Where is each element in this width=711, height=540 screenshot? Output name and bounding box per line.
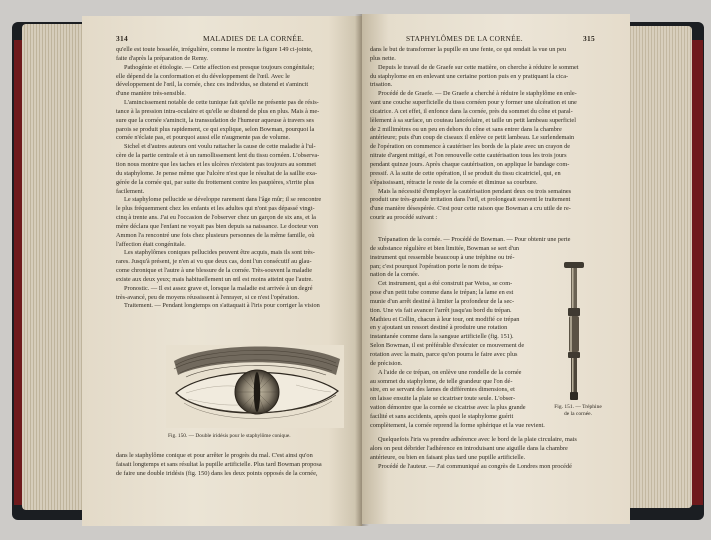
text-line: Sichel et d'autres auteurs ont voulu rattacher la cause de cette maladie à l'ul- [124,143,316,151]
figure-151-caption-line-1: Fig. 151. — Tréphine [554,404,602,410]
text-line: de précision. [370,359,403,367]
figure-151-caption-line-2: de la cornée. [564,411,592,417]
text-line: Les staphylômes coniques pellucides peuvent être acquis, mais ils sont très- [124,249,315,257]
right-narrow-text [370,236,571,431]
text-line: pan; c'est pourquoi l'opération porte le nom de trépa- [370,262,504,270]
text-line: Procédé de de Graefe. — De Graefe a cherché à réduire le staphylôme en enle- [378,90,577,98]
text-line: du staphylome. Je pense même que l'ulcère n'est que le résultat de la saillie exa- [116,169,318,177]
text-line: gérée de la cornée qui, par suite du frottement contre les paupières, s'irrite plus [116,178,315,186]
text-line: Le staphylome pellucide se développe rarement dans l'âge mûr; il se rencontre [124,196,322,204]
text-line: rotation avec la main, parce qu'on pourra le faire avec plus [370,350,518,358]
text-line: de substance régulière et bien limitée, Bowman se sert d'un [370,244,520,252]
eye-illustration [166,345,344,428]
text-line: cornée n'éclate pas, et pourquoi aussi elle n'augmente pas de volume. [116,134,290,142]
text-line: alors on peut débrider l'adhérence en introduisant une aiguille dans la chambre [370,444,568,452]
text-line: d'une manière très-sensible. [116,90,186,98]
text-line: come chronique et l'autre à une blessure de la cornée. Très-souvent la maladie [116,267,313,275]
left-body-text [116,46,356,311]
text-line: tion. Une vis fait avancer l'arrêt jusqu'au bord du trépan. [370,306,512,314]
text-line: antérieure, ou bien en faisant plus tard une pupille artificielle. [370,453,526,461]
right-bottom-text [370,436,604,471]
text-line: le plus fréquemment chez les enfants et les adultes qui n'ont pas dépassé vingt- [116,205,315,213]
trephine-illustration [560,258,588,406]
text-line: très-avancé, peu de moyens réussissent à l'enrayer, si ce n'est l'opération. [116,293,300,301]
text-line: courir au procédé suivant : [370,214,438,222]
page-stack-left [22,24,82,510]
text-line: qu'elle est toute bosselée, irrégulière, comme le montre la figure 149 ci-jointe, [116,46,313,53]
text-line: de l'opération on commence à cautériser les bords de la plaie avec un crayon de [370,143,571,151]
text-line: existe aux deux yeux; mais habituellement un œil est moins atteint que l'autre. [116,275,313,283]
text-line: instrument qui ressemble beaucoup à une tréphine ou tré- [370,253,515,261]
text-line: Depuis le travail de de Graefe sur cette matière, on cherche à réduire le sommet [378,63,579,71]
text-line: au sommet du staphylome, de telle grandeur que l'on dé- [370,377,513,385]
text-line: A l'aide de ce trépan, on enlève une rondelle de la cornée [378,368,522,376]
text-line: instantanée comme dans la sangsue artificielle (fig. 151). [370,333,514,341]
text-line: Pronostic. — Il est assez grave et, lorsque la maladie est arrivée à un degré [124,284,313,292]
text-line: de 2 millimètres ou un peu en dehors du cône et sans entrer dans la chambre [370,125,562,133]
text-line: Selon Bowman, il est préférable d'exécuter ce mouvement de [370,342,525,350]
text-line: Procédé de l'auteur. — J'ai communiqué au congrès de Londres mon procédé [378,462,572,470]
text-line: elle dépend de la conformation et du développement de l'œil. Avec le [116,72,290,80]
text-line: complètement, la cornée reprend la forme sphérique et la vue revient. [370,421,545,429]
text-line: Pathogénie et étiologie. — Cette affection est presque toujours congénitale; [124,63,315,71]
text-line: pose d'un petit tube comme dans le trépan; la lame en est [370,289,514,297]
text-line: Ammon l'a rencontré une fois chez plusieurs personnes de la même famille, où [116,231,315,239]
text-line: faisait longtemps et sans résultat la pupille artificielle. Plus tard Bowman proposa [116,460,322,468]
left-running-head: MALADIES DE LA CORNÉE. [203,34,305,43]
text-line: L'amincissement notable de cette tunique fait qu'elle ne présente pas de résis- [124,99,319,107]
figure-151-caption [550,404,606,418]
text-line: plus nette. [370,54,396,62]
eye-figure-150 [166,345,344,428]
text-line: faite d'après la préparation de Remy. [116,54,208,62]
text-line: Trépanation de la cornée. — Procédé de Bowman. — Pour obtenir une perte [378,236,571,243]
text-line: tion nous montre que les taches et les ulcères n'existent pas toujours au sommet [116,160,316,168]
text-line: Mais la nécessité d'employer la cautérisation pendant deux ou trois semaines [378,187,572,195]
text-line: en y ajoutant un ressort destiné à produire une rotation [370,324,508,332]
text-line: rares. Jusqu'à présent, je n'en ai vu que deux cas, dont l'un consécutif au glau- [116,258,312,266]
text-line: dans le but de transformer la pupille en une fente, ce qui rendait la vue un peu [370,46,567,53]
text-line: munie d'un arrêt destiné à limiter la profondeur de la sec- [370,297,515,305]
text-line: facilement. [116,187,145,195]
text-line: sire, en se servant des lames de différentes dimensions, et [370,386,515,394]
text-line: nitrate d'argent mitigé, et l'on renouvelle cette cautérisation tous les trois jours [370,152,567,160]
text-line: antérieure; puis d'un coup de ciseaux il enlève ce petit lambeau. Le surlendemain [370,134,575,142]
text-line: dans le staphylôme conique et pour arrêter le progrès du mal. C'est ainsi qu'on [116,452,313,459]
text-line: cicatrice. A cet effet, il enfonce dans la cornée, près du sommet du cône et paral- [370,107,573,115]
text-line: cinq à trente ans. J'ai eu l'occasion de l'observer chez un garçon de six ans, et la [116,214,316,222]
text-line: Traitement. — Pendant longtemps on s'attaquait à l'iris pour corriger la vision [124,302,320,310]
text-line: on laisse ensuite la plaie se cicatriser toute seule. L'obser- [370,395,516,403]
text-line: nation de la cornée. [370,271,420,279]
text-line: Cet instrument, qui a été construit par Weiss, se com- [378,280,513,288]
text-line: sure que la cornée s'amincit, la transsudation de l'humeur aqueuse à travers ses [116,116,314,124]
right-page-number: 315 [583,34,595,43]
text-line: pendant quinze jours. Après chaque cautérisation, on applique le bandage com- [370,160,570,168]
right-running-head: STAPHYLÔMES DE LA CORNÉE. [406,34,523,43]
text-line: l'affection était congénitale. [116,240,186,248]
text-line: s'épaississant, rétracte le reste de la cornée et diminue sa courbure. [370,178,538,186]
text-line: facilité et sans accidents, après quoi le staphylome guérit [370,412,514,420]
text-line: développement de l'œil, la cornée, chez ces individus, se distend et s'amincit [116,81,309,89]
figure-150-caption: Fig. 150. — Double iridésis pour le staphylôme conique. [168,433,291,439]
text-line: d'une manière désespérée. C'est pour cette raison que Bowman a cru utile de re- [370,205,571,213]
text-line: de faire une double iridésis (fig. 150) dans les deux points opposés de la cornée, [116,469,318,477]
text-line: parois se produit plus rapidement, ce qui explique, selon Bowman, pourquoi la [116,125,315,133]
text-line: pressif. A la suite de cette opération, il se produit du tissu cicatriciel, qui, en [370,169,561,177]
text-line: trisation. [370,81,393,89]
text-line: du staphylome en en enlevant une certaine portion puis en y pratiquant la cica- [370,72,569,80]
page-stack-right [628,26,692,508]
text-line: lèlement à sa surface, un couteau lancéolaire, et taille un petit lambeau superficiel [370,116,576,124]
text-line: Mathieu et Collin, chacun à leur tour, ont modifié ce trépan [370,315,520,323]
right-body-text [370,46,604,223]
red-page-edge-right [691,40,703,505]
text-line: Quelquefois l'iris va prendre adhérence avec le bord de la plaie circulaire, mais [378,436,577,443]
text-line: vation démontre que la cornée se cicatrise avec la plus grande [370,404,526,412]
trephine-instrument-figure-151 [560,258,588,406]
left-bottom-text [116,452,356,479]
text-line: vant une couche superficielle du tissu cornéen pour y former une ulcération et une [370,99,577,107]
left-page-number: 314 [116,34,128,43]
text-line: tance à la pression intra-oculaire et qu'elle se distend de plus en plus. Mais à me- [116,107,320,115]
text-line: mère déclara que l'enfant ne voyait pas bien depuis sa naissance. Le docteur von [116,222,319,230]
text-line: produit une très-grande irritation dans l'œil, et prolongeait souvent le traitement [370,196,571,204]
text-line: cère de la partie centrale et à un ramollissement lent du tissu cornéen. L'observa- [116,152,320,160]
